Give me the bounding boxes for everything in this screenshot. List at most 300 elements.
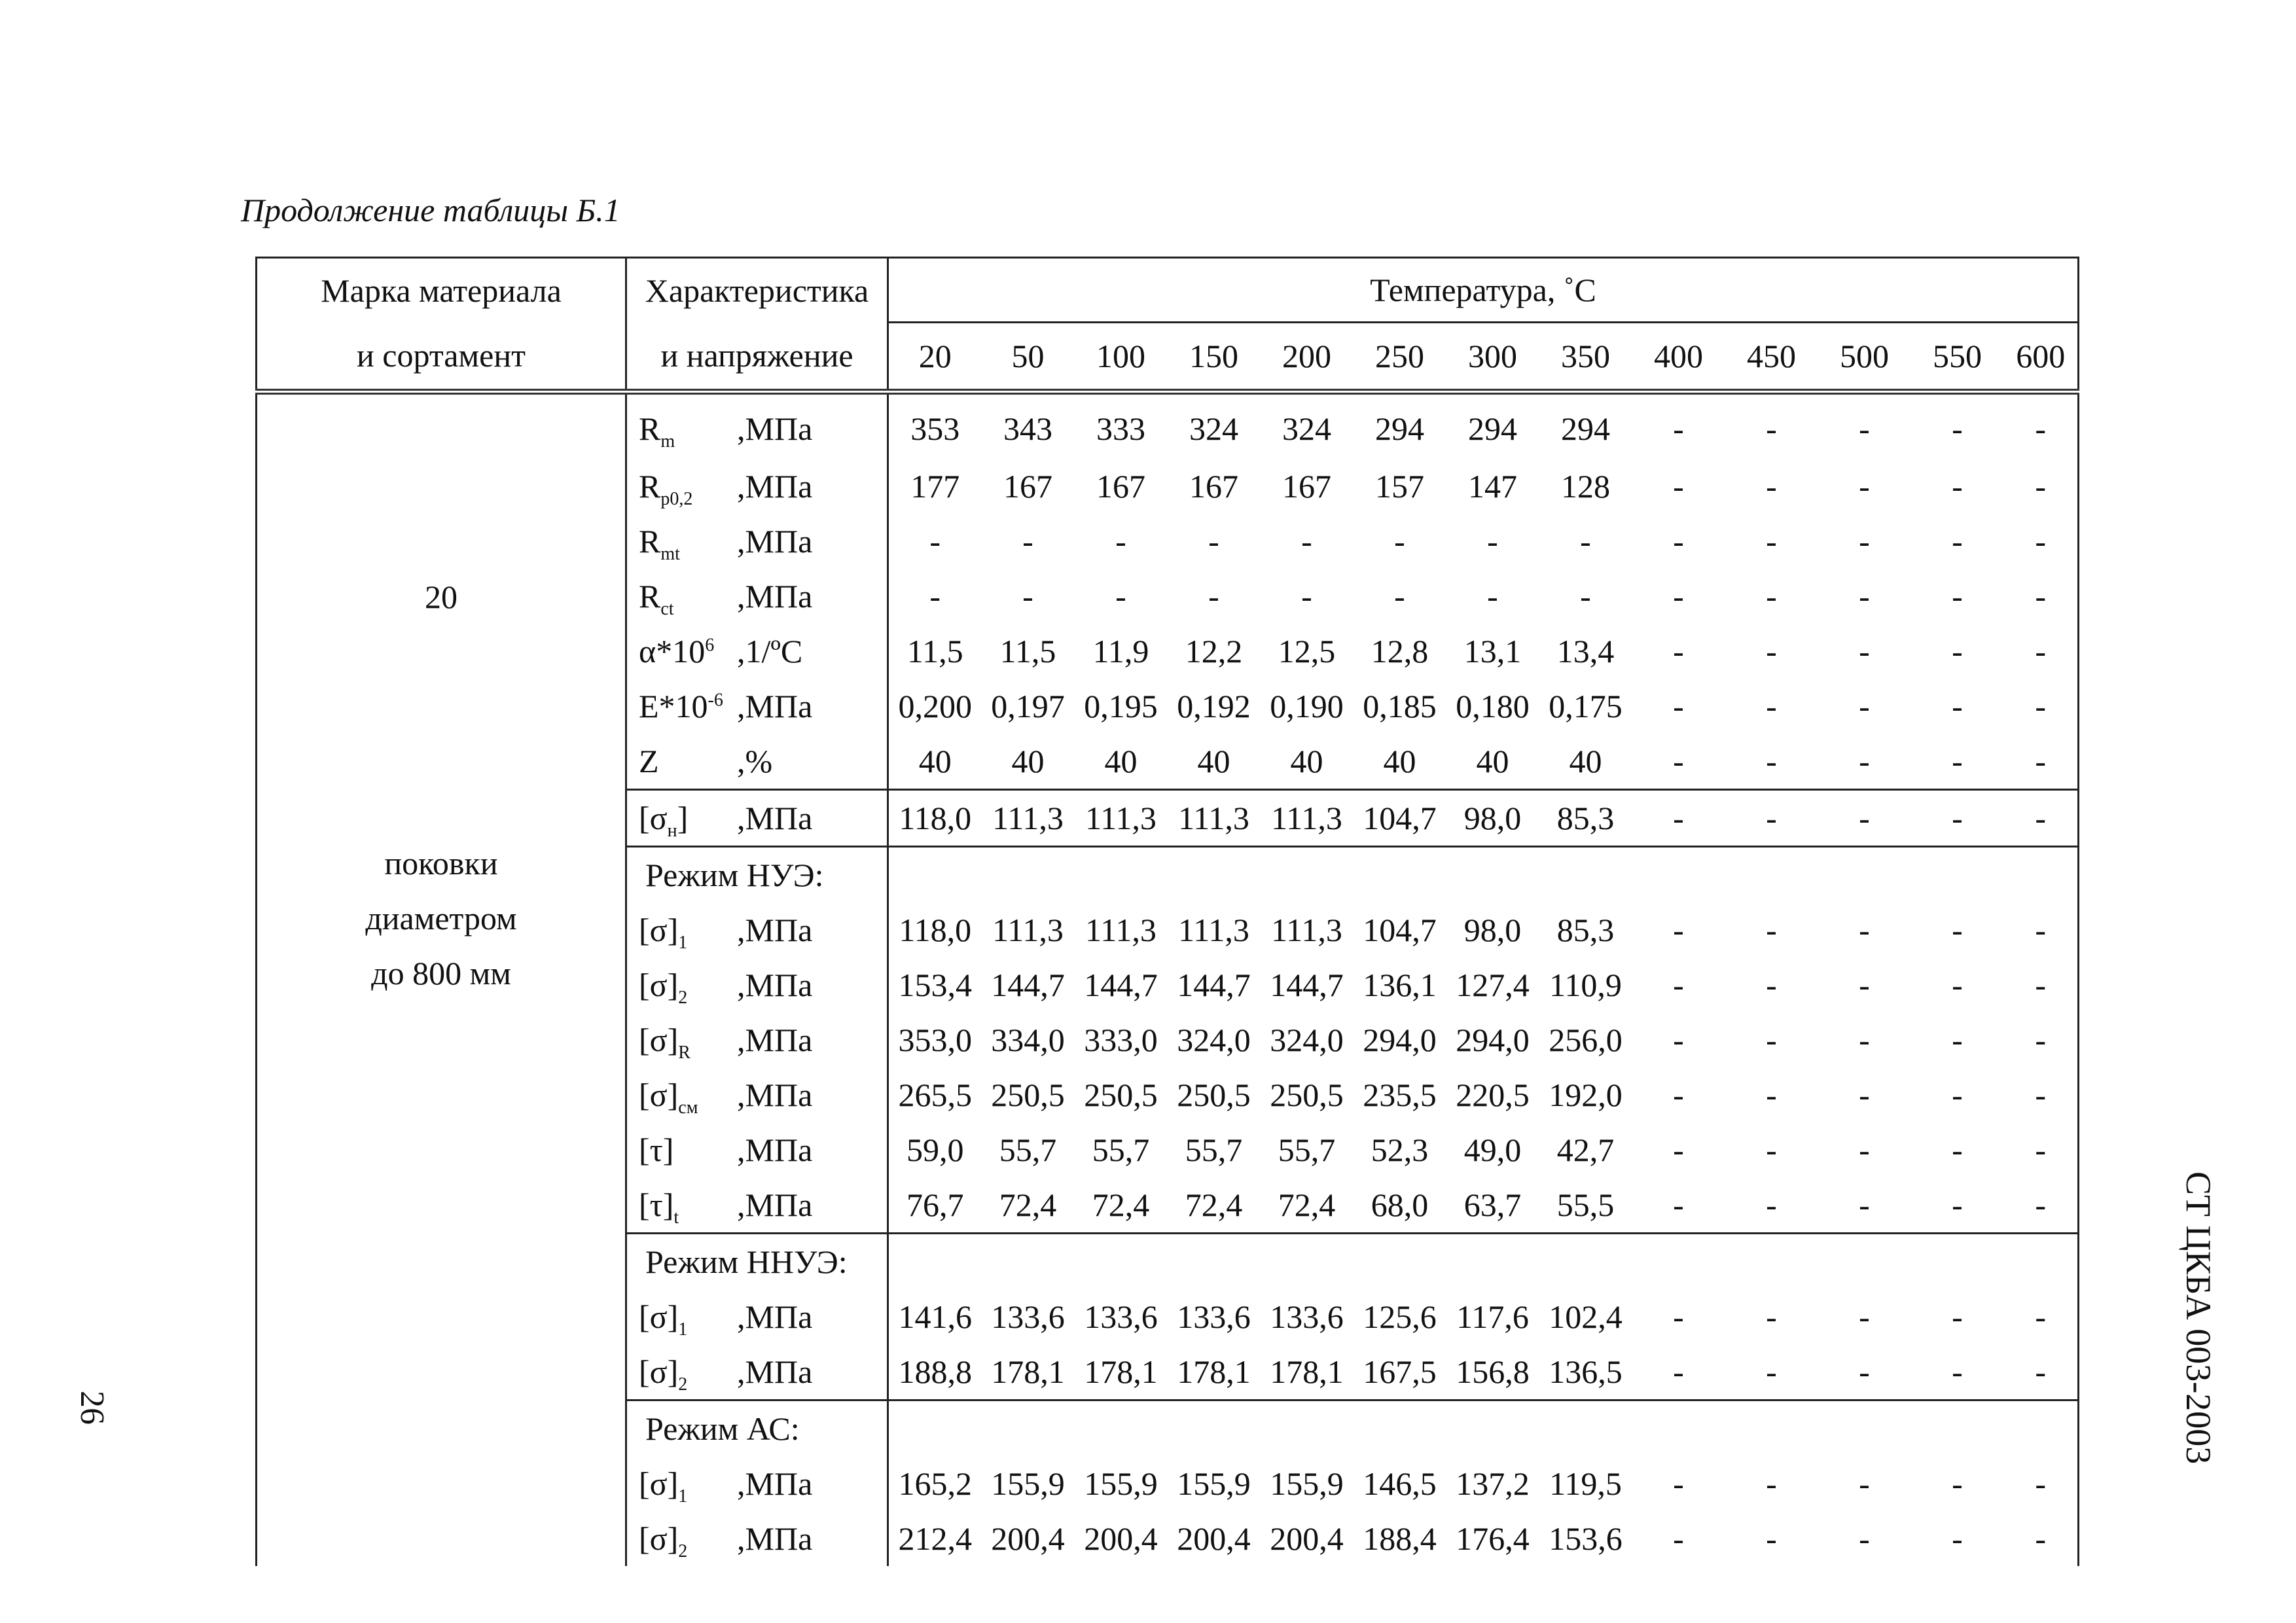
characteristic-cell xyxy=(626,1289,888,1344)
characteristic-unit: ,МПа xyxy=(737,1520,813,1557)
symbol-subscript: н xyxy=(667,821,677,841)
value-cell: - xyxy=(1952,1186,1963,1223)
value-cell: - xyxy=(1952,633,1963,669)
characteristic-header-line2: и напряжение xyxy=(626,323,888,392)
characteristic-header: Характеристика xyxy=(626,258,888,323)
value-cell: 104,7 xyxy=(1363,912,1437,948)
characteristic-unit: ,МПа xyxy=(737,1465,813,1502)
value-cell: 141,6 xyxy=(888,1289,982,1344)
characteristic-unit: ,МПа xyxy=(737,800,813,836)
value-cell: 98,0 xyxy=(1446,790,1539,847)
value-cell: 178,1 xyxy=(991,1353,1065,1390)
value-cell: - xyxy=(1766,578,1777,615)
value-cell: - xyxy=(1859,468,1870,505)
value-cell: 111,3 xyxy=(1261,790,1354,847)
characteristic-unit: ,1/ºС xyxy=(737,633,803,669)
characteristic-cell xyxy=(626,1177,888,1234)
value-cell: 102,4 xyxy=(1549,1298,1623,1335)
temp-col: 300 xyxy=(1446,323,1539,392)
temp-col: 600 xyxy=(2004,323,2079,392)
value-cell: 111,3 xyxy=(982,790,1075,847)
value-cell: 250,5 xyxy=(1084,1077,1158,1113)
value-cell: - xyxy=(1487,523,1498,560)
value-cell: 40 xyxy=(1569,743,1602,779)
symbol-base: R xyxy=(639,523,661,560)
characteristic-unit: ,МПа xyxy=(737,578,813,615)
characteristic-symbol xyxy=(639,745,737,777)
characteristic-symbol xyxy=(639,1022,737,1063)
characteristic-cell xyxy=(626,1344,888,1400)
symbol-close: ] xyxy=(677,800,689,836)
value-cell: 136,1 xyxy=(1363,967,1437,1003)
value-cell: - xyxy=(1673,633,1684,669)
value-cell: - xyxy=(1766,410,1777,447)
value-cell: - xyxy=(1673,1520,1684,1557)
value-cell: 117,6 xyxy=(1456,1298,1529,1335)
value-cell: 72,4 xyxy=(1278,1186,1336,1223)
header-row-1 xyxy=(257,258,2079,323)
value-cell: - xyxy=(1859,688,1870,724)
value-cell: - xyxy=(1725,790,1818,847)
value-cell: 40 xyxy=(1290,743,1323,779)
value-cell: - xyxy=(1766,1186,1777,1223)
value-cell: 156,8 xyxy=(1456,1353,1530,1390)
value-cell: 250,5 xyxy=(1177,1077,1251,1113)
characteristic-unit: ,МПа xyxy=(737,912,813,948)
value-cell: 42,7 xyxy=(1556,1132,1615,1168)
value-cell: - xyxy=(2004,1456,2079,1511)
value-cell: - xyxy=(2004,459,2079,514)
symbol-subscript: 1 xyxy=(678,1486,688,1507)
value-cell: 72,4 xyxy=(1092,1186,1150,1223)
value-cell: 155,9 xyxy=(991,1465,1065,1502)
value-cell: 98,0 xyxy=(1463,912,1522,948)
value-cell: 294 xyxy=(1561,410,1610,447)
value-cell: 200,4 xyxy=(991,1520,1065,1557)
value-cell: 200,4 xyxy=(1084,1520,1158,1557)
value-cell: - xyxy=(1952,578,1963,615)
symbol-subscript: mt xyxy=(660,544,680,564)
characteristic-symbol xyxy=(639,468,737,509)
value-cell: - xyxy=(2004,790,2079,847)
value-cell: - xyxy=(2004,734,2079,790)
symbol-base: [σ] xyxy=(639,1353,679,1390)
characteristic-cell xyxy=(626,392,888,459)
symbol-base: E*10 xyxy=(639,688,708,724)
characteristic-cell xyxy=(626,1122,888,1177)
value-cell: - xyxy=(1859,1132,1870,1168)
value-cell: - xyxy=(1022,523,1033,560)
value-cell: 136,5 xyxy=(1549,1353,1623,1390)
value-cell: 155,9 xyxy=(1177,1465,1251,1502)
symbol-subscript: 2 xyxy=(678,988,688,1008)
value-cell: 250,5 xyxy=(1270,1077,1344,1113)
value-cell: 59,0 xyxy=(888,1122,982,1177)
value-cell: - xyxy=(1952,1132,1963,1168)
symbol-base: [σ] xyxy=(639,1022,679,1058)
value-cell: 40 xyxy=(1197,743,1230,779)
value-cell: 153,6 xyxy=(1549,1520,1623,1557)
value-cell: - xyxy=(1208,523,1219,560)
value-cell: 63,7 xyxy=(1463,1186,1522,1223)
value-cell: 133,6 xyxy=(1084,1298,1158,1335)
temp-col: 450 xyxy=(1725,323,1818,392)
characteristic-cell xyxy=(626,679,888,734)
temp-col: 200 xyxy=(1261,323,1354,392)
value-cell: - xyxy=(1673,688,1684,724)
value-cell: - xyxy=(1859,743,1870,779)
value-cell: - xyxy=(1859,1353,1870,1390)
mode-title-spacer xyxy=(888,847,2079,903)
value-cell: 111,3 xyxy=(1075,790,1168,847)
mode-title: Режим АС: xyxy=(626,1400,888,1457)
value-cell: - xyxy=(1115,578,1126,615)
value-cell: - xyxy=(1859,1022,1870,1058)
properties-table xyxy=(255,257,2079,1566)
value-cell: 144,7 xyxy=(1270,967,1344,1003)
value-cell: - xyxy=(2004,514,2079,569)
value-cell: 250,5 xyxy=(991,1077,1065,1113)
value-cell: 72,4 xyxy=(999,1186,1057,1223)
symbol-subscript: p0,2 xyxy=(660,489,693,509)
value-cell: - xyxy=(1301,523,1312,560)
value-cell: - xyxy=(1952,1465,1963,1502)
characteristic-unit: ,МПа xyxy=(737,410,813,447)
value-cell: 11,5 xyxy=(999,633,1056,669)
value-cell: 55,7 xyxy=(1092,1132,1150,1168)
value-cell: - xyxy=(1766,1022,1777,1058)
header-row-2 xyxy=(257,323,2079,392)
value-cell: - xyxy=(2004,679,2079,734)
value-cell: - xyxy=(1952,1077,1963,1113)
value-cell: 165,2 xyxy=(888,1456,982,1511)
value-cell: - xyxy=(1766,1077,1777,1113)
material-description xyxy=(257,836,625,1001)
value-cell: 178,1 xyxy=(1270,1353,1344,1390)
value-cell: - xyxy=(1911,790,2004,847)
value-cell: 167 xyxy=(1282,468,1331,505)
symbol-subscript: 2 xyxy=(678,1541,688,1561)
value-cell: - xyxy=(1632,790,1725,847)
value-cell: - xyxy=(1673,1353,1684,1390)
page-number: 26 xyxy=(73,1391,111,1425)
value-cell: 294,0 xyxy=(1456,1022,1530,1058)
value-cell: 55,7 xyxy=(1185,1132,1243,1168)
value-cell: 324,0 xyxy=(1270,1022,1344,1058)
value-cell: 188,4 xyxy=(1363,1520,1437,1557)
value-cell: 147 xyxy=(1468,468,1517,505)
temp-col: 500 xyxy=(1818,323,1911,392)
value-cell: - xyxy=(1673,1077,1684,1113)
value-cell: 0,192 xyxy=(1177,688,1251,724)
value-cell: - xyxy=(1952,1022,1963,1058)
value-cell: - xyxy=(1580,523,1591,560)
value-cell: - xyxy=(1766,1520,1777,1557)
value-cell: - xyxy=(1487,578,1498,615)
symbol-base: [σ] xyxy=(639,1520,679,1557)
value-cell: 137,2 xyxy=(1456,1465,1530,1502)
value-cell: 0,185 xyxy=(1363,688,1437,724)
value-cell: - xyxy=(1859,967,1870,1003)
value-cell: - xyxy=(2004,1289,2079,1344)
value-cell: 0,195 xyxy=(1084,688,1158,724)
characteristic-cell xyxy=(626,1067,888,1122)
symbol-subscript: 1 xyxy=(678,933,688,953)
value-cell: - xyxy=(888,569,982,624)
value-cell: 85,3 xyxy=(1539,790,1632,847)
value-cell: - xyxy=(1859,523,1870,560)
symbol-base: R xyxy=(639,468,661,505)
value-cell: - xyxy=(1766,523,1777,560)
value-cell: 52,3 xyxy=(1371,1132,1429,1168)
value-cell: 155,9 xyxy=(1084,1465,1158,1502)
material-desc-line: поковки xyxy=(384,845,498,882)
value-cell: 178,1 xyxy=(1084,1353,1158,1390)
value-cell: 167,5 xyxy=(1363,1353,1437,1390)
mode-title-spacer xyxy=(888,1234,2079,1290)
value-cell: - xyxy=(1952,967,1963,1003)
value-cell: - xyxy=(1859,410,1870,447)
material-cell xyxy=(257,392,626,1567)
value-cell: 212,4 xyxy=(888,1511,982,1566)
value-cell: - xyxy=(1766,1298,1777,1335)
characteristic-symbol xyxy=(639,1133,737,1166)
characteristic-symbol xyxy=(639,912,737,953)
value-cell: - xyxy=(2004,957,2079,1012)
value-cell: - xyxy=(1952,912,1963,948)
value-cell: 157 xyxy=(1375,468,1424,505)
value-cell: 12,2 xyxy=(1185,633,1243,669)
value-cell: 12,5 xyxy=(1278,633,1336,669)
value-cell: 40 xyxy=(888,734,982,790)
value-cell: 334,0 xyxy=(991,1022,1065,1058)
value-cell: - xyxy=(1766,1132,1777,1168)
value-cell: 333 xyxy=(1096,410,1145,447)
characteristic-symbol xyxy=(639,1298,737,1340)
value-cell: - xyxy=(1673,578,1684,615)
symbol-subscript: t xyxy=(673,1207,679,1228)
value-cell: - xyxy=(2004,392,2079,459)
value-cell: 127,4 xyxy=(1456,967,1530,1003)
symbol-base: [τ] xyxy=(639,1186,674,1223)
value-cell: 11,5 xyxy=(888,624,982,679)
value-cell: 40 xyxy=(1383,743,1416,779)
value-cell: - xyxy=(1673,967,1684,1003)
value-cell: 333,0 xyxy=(1084,1022,1158,1058)
value-cell: 128 xyxy=(1561,468,1610,505)
characteristic-unit: ,% xyxy=(737,743,773,779)
value-cell: - xyxy=(1673,410,1684,447)
material-grade: 20 xyxy=(425,579,457,615)
value-cell: 220,5 xyxy=(1456,1077,1530,1113)
symbol-base: [σ] xyxy=(639,967,679,1003)
value-cell: - xyxy=(1673,743,1684,779)
material-desc-line: до 800 мм xyxy=(371,955,511,991)
material-desc-line: диаметром xyxy=(365,900,517,936)
characteristic-unit: ,МПа xyxy=(737,1186,813,1223)
table-caption: Продолжение таблицы Б.1 xyxy=(241,192,620,228)
value-cell: - xyxy=(1952,743,1963,779)
characteristic-unit: ,МПа xyxy=(737,1298,813,1335)
characteristic-symbol xyxy=(639,523,737,564)
value-cell: 125,6 xyxy=(1363,1298,1437,1335)
value-cell: - xyxy=(1766,633,1777,669)
value-cell: 118,0 xyxy=(888,790,982,847)
value-cell: 153,4 xyxy=(888,957,982,1012)
table-row xyxy=(257,392,2079,459)
value-cell: 167 xyxy=(1189,468,1238,505)
value-cell: 49,0 xyxy=(1463,1132,1522,1168)
value-cell: 133,6 xyxy=(1177,1298,1251,1335)
value-cell: 144,7 xyxy=(1084,967,1158,1003)
value-cell: 294 xyxy=(1375,410,1424,447)
temp-col: 400 xyxy=(1632,323,1725,392)
value-cell: 111,3 xyxy=(1178,912,1249,948)
characteristic-unit: ,МПа xyxy=(737,1077,813,1113)
value-cell: 119,5 xyxy=(1549,1465,1622,1502)
temp-col: 550 xyxy=(1911,323,2004,392)
value-cell: - xyxy=(1673,1186,1684,1223)
symbol-superscript: -6 xyxy=(708,690,723,711)
value-cell: 324 xyxy=(1189,410,1238,447)
value-cell: - xyxy=(1673,1465,1684,1502)
value-cell: 133,6 xyxy=(1270,1298,1344,1335)
value-cell: - xyxy=(2004,1122,2079,1177)
value-cell: - xyxy=(2004,902,2079,957)
characteristic-symbol xyxy=(639,410,737,452)
value-cell: 111,3 xyxy=(1085,912,1157,948)
symbol-base: α*10 xyxy=(639,633,706,669)
value-cell: 133,6 xyxy=(991,1298,1065,1335)
temp-col: 50 xyxy=(982,323,1075,392)
value-cell: - xyxy=(1952,1298,1963,1335)
value-cell: - xyxy=(1580,578,1591,615)
characteristic-cell xyxy=(626,1456,888,1511)
value-cell: - xyxy=(1859,1186,1870,1223)
characteristic-unit: ,МПа xyxy=(737,523,813,560)
value-cell: 111,3 xyxy=(992,912,1064,948)
characteristic-unit: ,МПа xyxy=(737,1353,813,1390)
value-cell: 144,7 xyxy=(991,967,1065,1003)
value-cell: - xyxy=(1766,468,1777,505)
value-cell: - xyxy=(1766,912,1777,948)
temp-col: 350 xyxy=(1539,323,1632,392)
symbol-base: [σ] xyxy=(639,1298,679,1335)
value-cell: - xyxy=(1766,688,1777,724)
value-cell: 110,9 xyxy=(1549,967,1622,1003)
value-cell: 343 xyxy=(1003,410,1052,447)
value-cell: - xyxy=(1859,633,1870,669)
value-cell: 178,1 xyxy=(1177,1353,1251,1390)
value-cell: - xyxy=(1766,967,1777,1003)
value-cell: 40 xyxy=(1476,743,1509,779)
material-header: Марка материала xyxy=(257,258,626,323)
value-cell: - xyxy=(1952,523,1963,560)
material-header-line2: и сортамент xyxy=(257,323,626,392)
characteristic-cell xyxy=(626,514,888,569)
value-cell: 55,7 xyxy=(999,1132,1057,1168)
characteristic-symbol xyxy=(639,578,737,619)
characteristic-cell xyxy=(626,957,888,1012)
temperature-header: Температура, ˚С xyxy=(888,258,2079,323)
symbol-base: [τ] xyxy=(639,1132,674,1168)
value-cell: - xyxy=(1673,1298,1684,1335)
characteristic-cell xyxy=(626,459,888,514)
temp-col: 20 xyxy=(888,323,982,392)
value-cell: 200,4 xyxy=(1270,1520,1344,1557)
value-cell: 155,9 xyxy=(1270,1465,1344,1502)
symbol-superscript: 6 xyxy=(705,635,715,656)
value-cell: 176,4 xyxy=(1456,1520,1530,1557)
value-cell: 85,3 xyxy=(1556,912,1615,948)
mode-title: Режим НУЭ: xyxy=(626,847,888,903)
characteristic-unit: ,МПа xyxy=(737,967,813,1003)
characteristic-cell xyxy=(626,569,888,624)
mode-title: Режим ННУЭ: xyxy=(626,1234,888,1290)
value-cell: - xyxy=(1952,468,1963,505)
value-cell: 353 xyxy=(888,392,982,459)
value-cell: 111,3 xyxy=(1168,790,1261,847)
value-cell: 0,200 xyxy=(888,679,982,734)
value-cell: - xyxy=(1859,1077,1870,1113)
value-cell: 0,180 xyxy=(1456,688,1530,724)
symbol-base: Z xyxy=(639,743,659,779)
value-cell: - xyxy=(1394,523,1405,560)
value-cell: - xyxy=(2004,569,2079,624)
value-cell: - xyxy=(1673,912,1684,948)
characteristic-cell xyxy=(626,902,888,957)
value-cell: - xyxy=(1766,743,1777,779)
value-cell: - xyxy=(2004,1511,2079,1566)
symbol-subscript: см xyxy=(678,1097,698,1118)
value-cell: 76,7 xyxy=(888,1177,982,1234)
value-cell: - xyxy=(2004,1177,2079,1234)
characteristic-unit: ,МПа xyxy=(737,688,813,724)
symbol-base: R xyxy=(639,578,661,615)
value-cell: - xyxy=(1394,578,1405,615)
value-cell: 68,0 xyxy=(1371,1186,1429,1223)
value-cell: 294 xyxy=(1468,410,1517,447)
temp-col: 100 xyxy=(1075,323,1168,392)
value-cell: - xyxy=(1859,1298,1870,1335)
value-cell: - xyxy=(1952,688,1963,724)
symbol-subscript: R xyxy=(678,1043,691,1063)
value-cell: 11,9 xyxy=(1092,633,1149,669)
value-cell: - xyxy=(2004,1344,2079,1400)
value-cell: 40 xyxy=(1011,743,1045,779)
characteristic-cell xyxy=(626,624,888,679)
value-cell: 188,8 xyxy=(888,1344,982,1400)
value-cell: 12,8 xyxy=(1371,633,1429,669)
value-cell: 353,0 xyxy=(888,1012,982,1067)
value-cell: 13,1 xyxy=(1463,633,1522,669)
symbol-subscript: m xyxy=(660,431,675,452)
characteristic-unit: ,МПа xyxy=(737,1132,813,1168)
temp-col: 150 xyxy=(1168,323,1261,392)
value-cell: - xyxy=(1859,578,1870,615)
characteristic-unit: ,МПа xyxy=(737,468,813,505)
value-cell: 0,190 xyxy=(1270,688,1344,724)
characteristic-cell xyxy=(626,1012,888,1067)
value-cell: 256,0 xyxy=(1549,1022,1623,1058)
value-cell: - xyxy=(1673,523,1684,560)
value-cell: - xyxy=(1673,468,1684,505)
value-cell: - xyxy=(1208,578,1219,615)
characteristic-symbol xyxy=(639,967,737,1008)
value-cell: - xyxy=(1952,410,1963,447)
value-cell: 146,5 xyxy=(1363,1465,1437,1502)
value-cell: 265,5 xyxy=(888,1067,982,1122)
